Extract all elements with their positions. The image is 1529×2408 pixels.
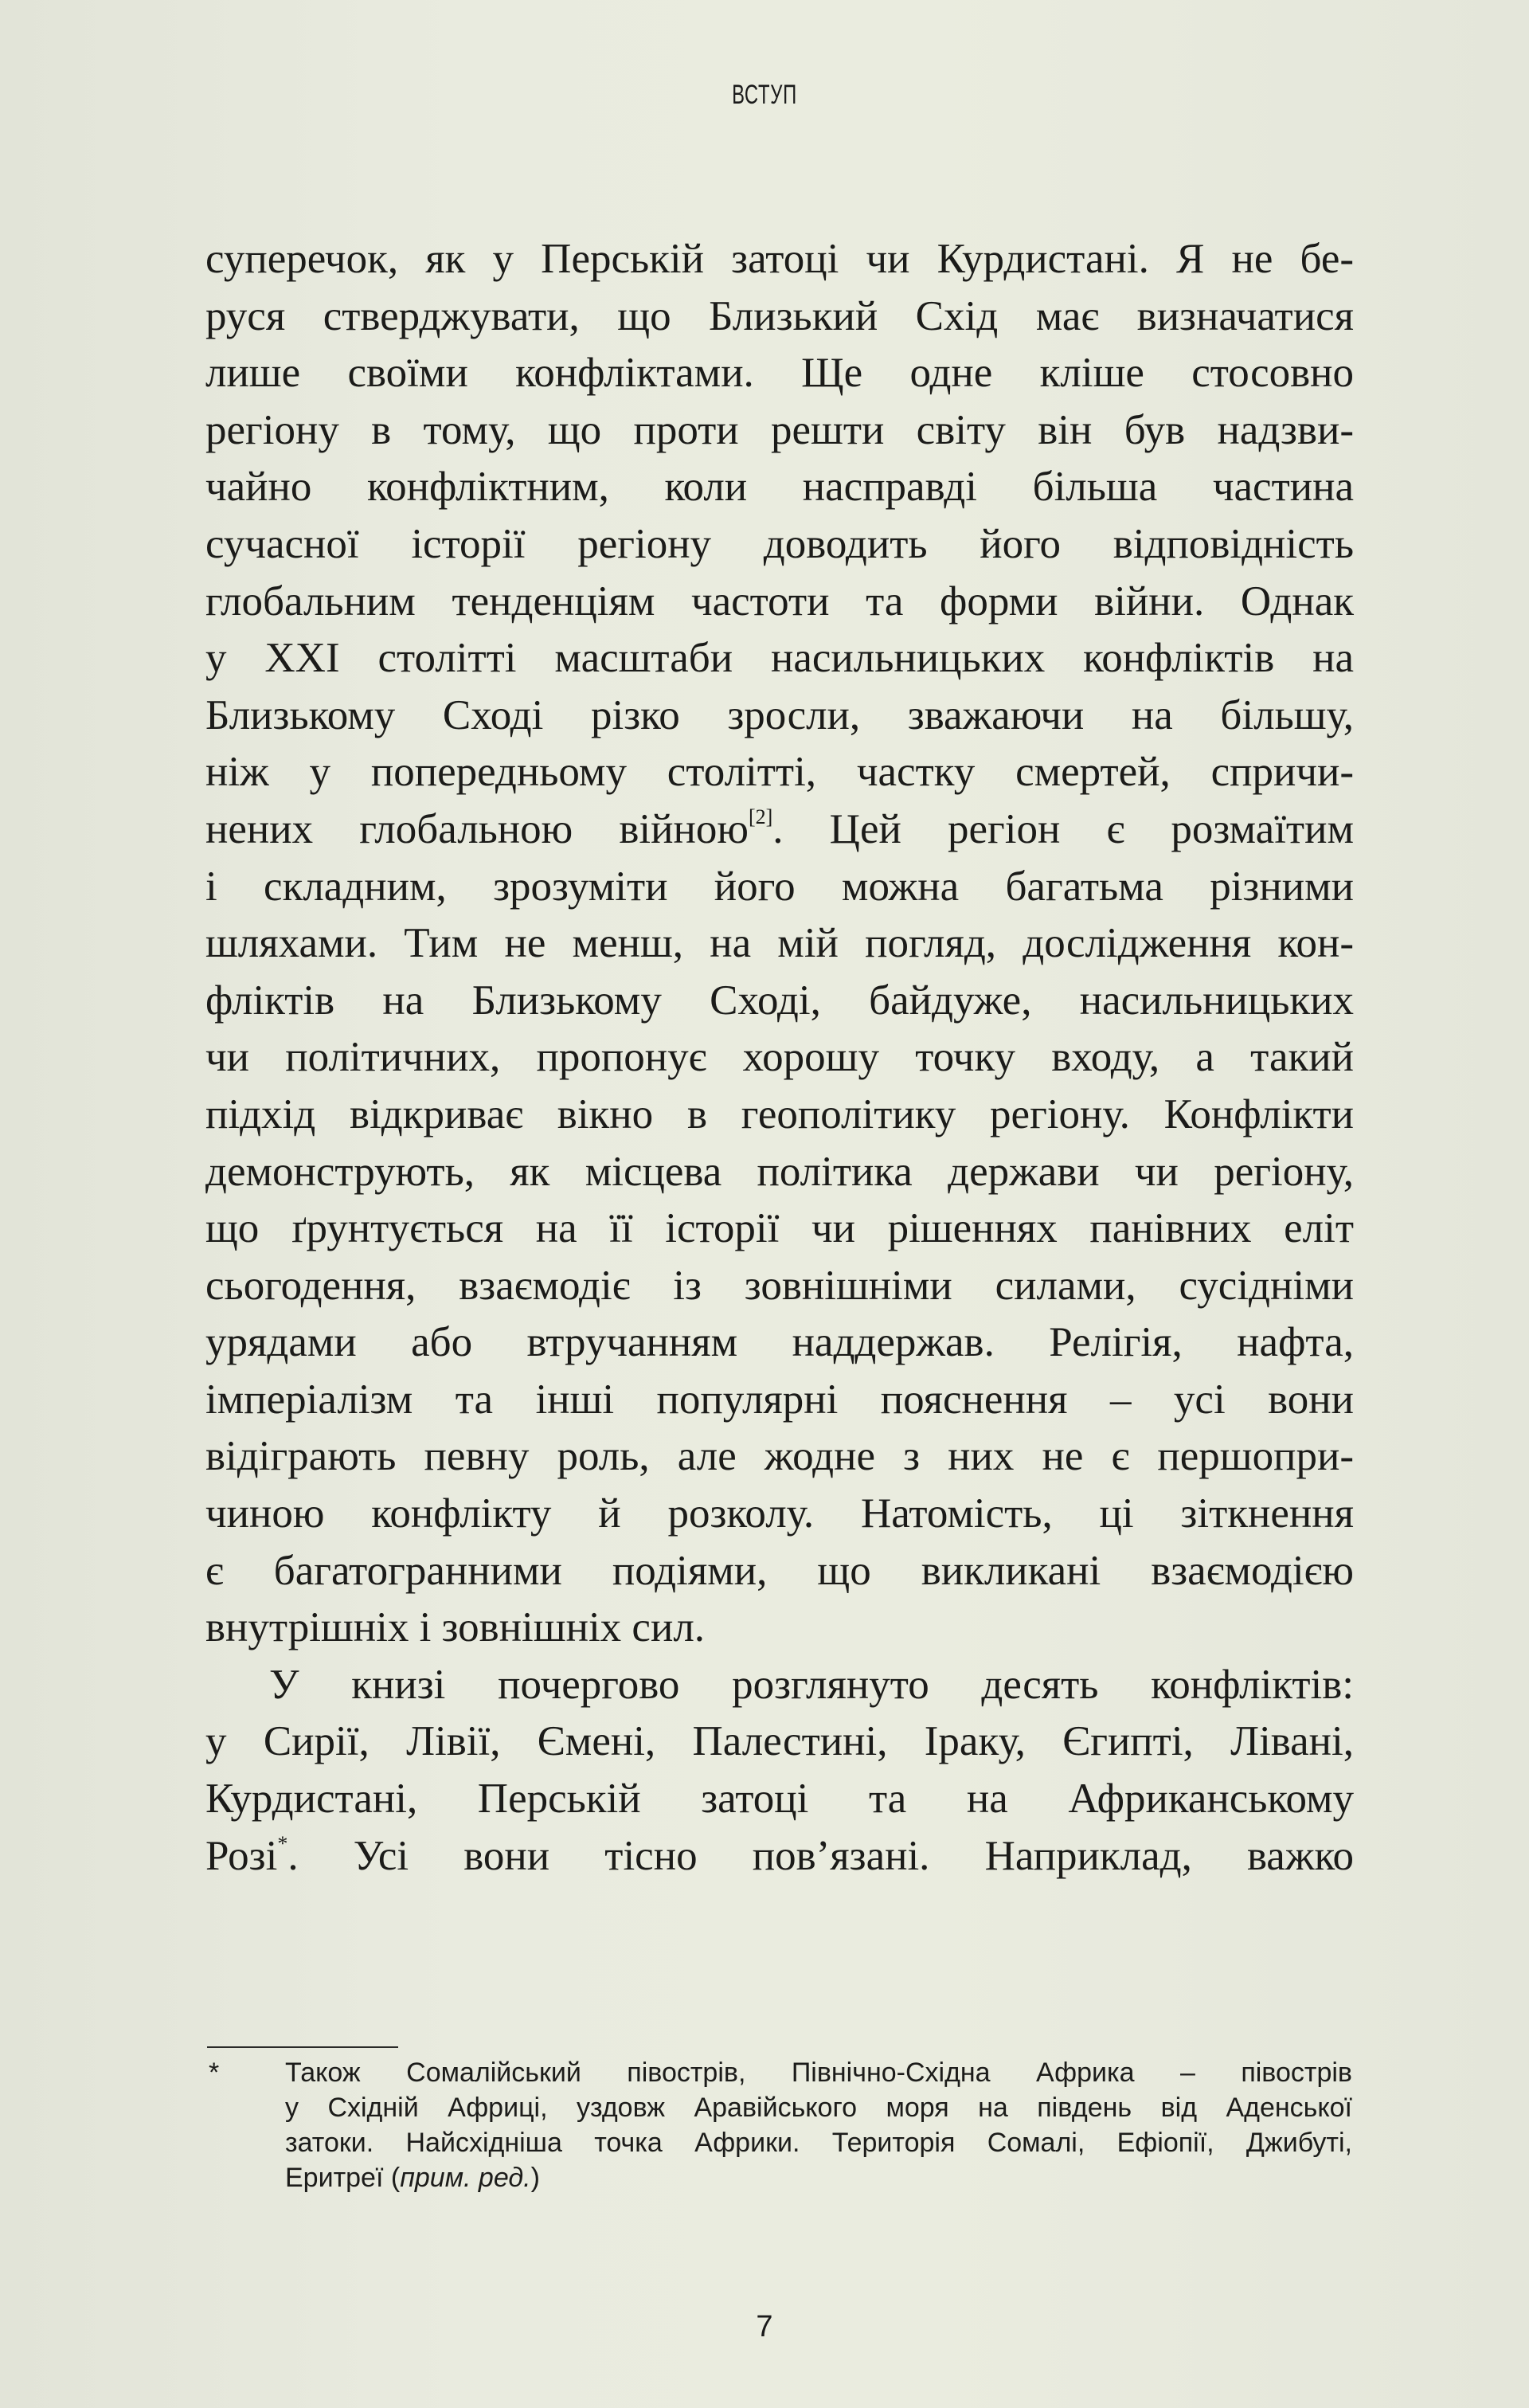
paragraph-end-line: внутрішніх і зовнішніх сил. — [205, 1604, 706, 1651]
text-line: сьогодення, взаємодіє із зовнішніми силами, сусідніми — [205, 1262, 1354, 1309]
text-line: відіграють певну роль, але жодне з них не є першопри- — [205, 1433, 1354, 1480]
text-line: демонструють, як місцева політика держави чи регіону, — [205, 1148, 1354, 1195]
text-line: регіону в тому, що проти решти світу він був надзви- — [205, 406, 1354, 453]
text-line: глобальним тенденціям частоти та форми війни. Однак — [205, 578, 1354, 625]
text-line: є багатогранними подіями, що викликані взаємодією — [205, 1547, 1354, 1594]
text-line: підхід відкриває вікно в геополітику регіону. Конфлікти — [205, 1090, 1354, 1137]
body-text — [205, 231, 1354, 1885]
text-line: що ґрунтується на її історії чи рішеннях панівних еліт — [205, 1205, 1354, 1252]
text-fragment: . Цей регіон є розмаїтим — [772, 805, 1354, 852]
text-line: чайно конфліктним, коли насправді більша частина — [205, 464, 1354, 511]
text-line: фліктів на Близькому Сході, байдуже, насильницьких — [205, 977, 1354, 1024]
footnote-divider — [207, 2046, 398, 2048]
text-fragment: ) — [530, 2163, 540, 2193]
text-line: шляхами. Тим не менш, на мій погляд, дослідження кон- — [205, 920, 1354, 967]
text-line: імперіалізм та інші популярні пояснення – усі вони — [205, 1376, 1354, 1423]
citation-marker[interactable]: [2] — [748, 805, 773, 828]
text-line: Курдистані, Перській затоці та на Африканському — [205, 1776, 1354, 1823]
text-line: чи політичних, пропонує хорошу точку входу, а такий — [205, 1034, 1354, 1081]
text-line-with-citation — [205, 801, 1354, 859]
footnote-body — [285, 2055, 1352, 2195]
text-fragment: нених глобальною війною — [205, 805, 749, 852]
text-line: у XXI столітті масштаби насильницьких конфліктів на — [205, 635, 1354, 682]
text-fragment: . Усі вони тісно пов’язані. Наприклад, важко — [287, 1832, 1354, 1879]
text-line: сучасної історії регіону доводить його відповідність — [205, 520, 1354, 567]
editor-note: прим. ред. — [400, 2163, 531, 2193]
footnote-line: Також Сомалійський півострів, Північно-Східна Африка – півострів — [285, 2058, 1352, 2088]
text-line: руся стверджувати, що Близький Схід має визначатися — [205, 292, 1354, 339]
text-line: і складним, зрозуміти його можна багатьма різними — [205, 863, 1354, 910]
text-line: ніж у попередньому столітті, частку смертей, спричи- — [205, 749, 1354, 796]
text-line-with-footnote — [205, 1828, 1354, 1885]
text-line: у Сирії, Лівії, Ємені, Палестині, Іраку, Єгипті, Лівані, — [205, 1718, 1354, 1765]
text-line: чиною конфлікту й розколу. Натомість, ці зіткнення — [205, 1490, 1354, 1537]
text-line: Близькому Сході різко зросли, зважаючи на більшу, — [205, 691, 1354, 738]
text-line: урядами або втручанням наддержав. Релігія, нафта, — [205, 1319, 1354, 1366]
footnote-marker[interactable]: * — [277, 1831, 288, 1855]
paragraph-start-line: У книзі почергово розглянуто десять конфліктів: — [269, 1661, 1354, 1708]
text-fragment: Розі — [205, 1832, 278, 1879]
running-head: ВСТУП — [732, 80, 797, 110]
footnote-line: затоки. Найсхідніша точка Африки. Територія Сомалі, Ефіопії, Джибуті, — [285, 2128, 1352, 2158]
text-line: суперечок, як у Перській затоці чи Курдистані. Я не бе- — [205, 236, 1354, 282]
footnote — [205, 2055, 1352, 2195]
text-line: лише своїми конфліктами. Ще одне кліше стосовно — [205, 350, 1354, 397]
footnote-line: у Східній Африці, уздовж Аравійського моря на південь від Аденської — [285, 2093, 1352, 2123]
text-fragment: Еритреї ( — [285, 2163, 401, 2193]
footnote-asterisk: * — [209, 2058, 220, 2088]
footnote-line — [285, 2160, 1352, 2195]
page-number: 7 — [756, 2310, 773, 2343]
